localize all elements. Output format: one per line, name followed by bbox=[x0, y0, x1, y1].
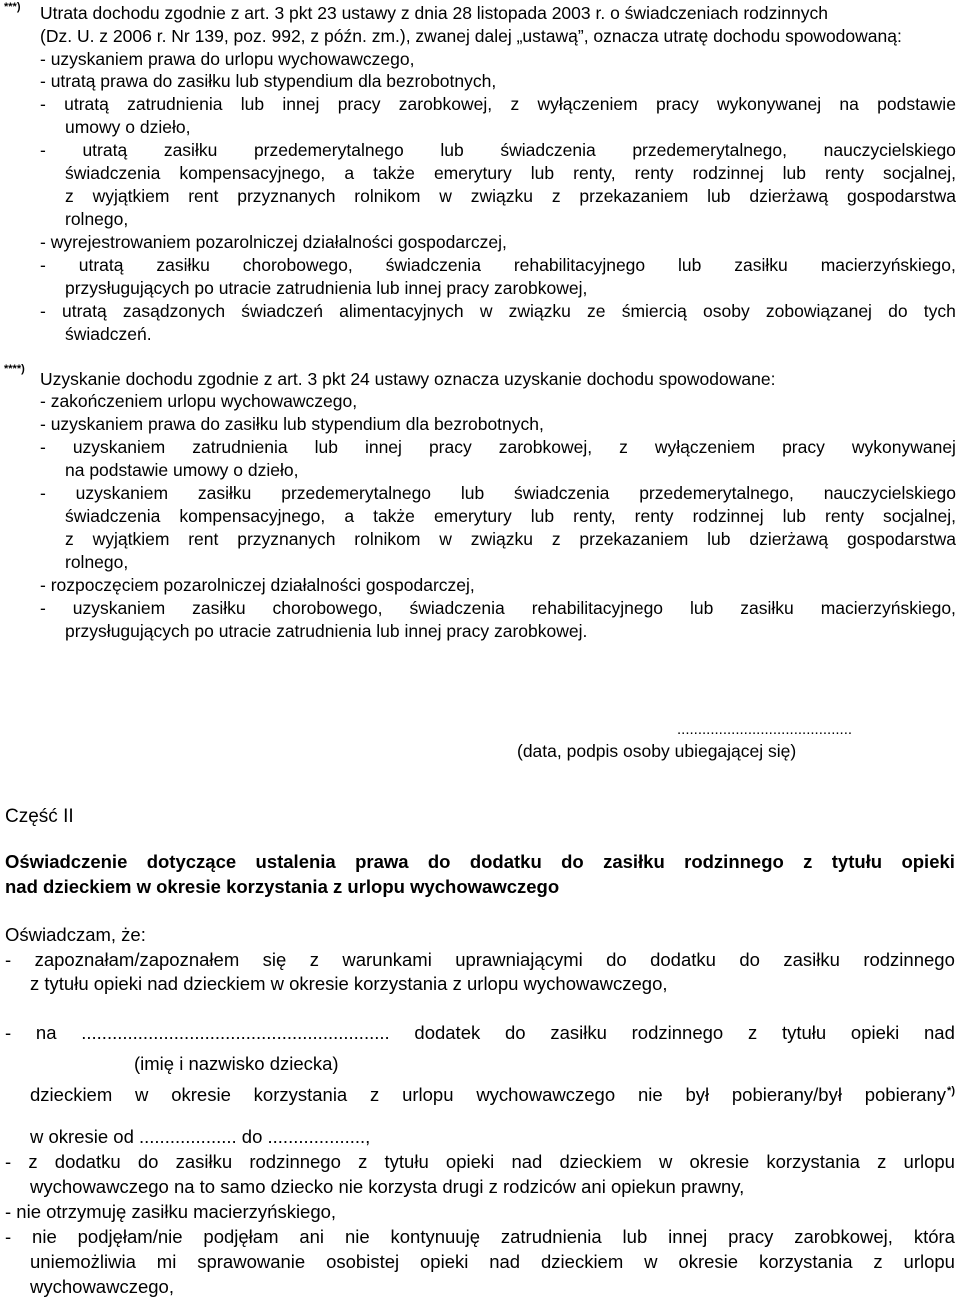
word: świadczenia bbox=[65, 506, 161, 526]
word: do bbox=[505, 1022, 526, 1043]
word: renty, bbox=[573, 163, 616, 183]
word: przekazaniem bbox=[579, 529, 689, 549]
word: z bbox=[309, 949, 319, 970]
word: Oświadczenie bbox=[5, 851, 128, 872]
word: świadczenia bbox=[500, 140, 596, 160]
word: przekazaniem bbox=[579, 186, 689, 206]
word: okresie bbox=[689, 1151, 750, 1172]
word: do bbox=[137, 1151, 159, 1172]
word: pracy bbox=[728, 1226, 774, 1247]
word: lub bbox=[240, 94, 265, 114]
footnote-4-line bbox=[40, 439, 956, 457]
footnote-4-line bbox=[40, 485, 956, 503]
word: z bbox=[65, 529, 74, 549]
word: tytułu bbox=[384, 1151, 429, 1172]
word: zasiłku bbox=[550, 1022, 607, 1043]
word: zarobkowej, bbox=[398, 94, 493, 114]
word: uzyskaniem bbox=[72, 598, 166, 618]
word: dzieckiem bbox=[559, 1151, 642, 1172]
word: korzystania bbox=[758, 1251, 853, 1272]
footnote-mark-3: ***) bbox=[4, 1, 21, 13]
signature-caption: (data, podpis osoby ubiegającej się) bbox=[517, 741, 797, 761]
word: świadczenia bbox=[409, 598, 505, 618]
word: do bbox=[427, 851, 451, 872]
word: podjęłam/nie bbox=[77, 1226, 183, 1247]
word: urlopu bbox=[903, 1151, 955, 1172]
word: nauczycielskiego bbox=[823, 140, 956, 160]
footnote-3-line: - wyrejestrowaniem pozarolniczej działalności gospodarczej, bbox=[40, 232, 507, 252]
footnote-3-line bbox=[40, 257, 956, 275]
footnote-4-line bbox=[40, 600, 956, 618]
word: zasiłku bbox=[175, 1151, 233, 1172]
word: dzierżawą bbox=[749, 529, 829, 549]
word: utratą bbox=[62, 301, 107, 321]
word: kompensacyjnego, bbox=[179, 506, 326, 526]
word: uzyskaniem bbox=[72, 437, 166, 457]
word: rolnikom bbox=[354, 529, 421, 549]
footnote-4-line: przysługujących po utracie zatrudnienia lub innej pracy zarobkowej. bbox=[65, 621, 588, 641]
word: nad bbox=[511, 1151, 543, 1172]
word: - bbox=[5, 949, 12, 970]
word: prawa bbox=[355, 851, 409, 872]
word: z bbox=[358, 1151, 368, 1172]
word: zarobkowej, bbox=[498, 437, 593, 457]
word: rehabilitacyjnego bbox=[531, 598, 664, 618]
word: macierzyńskiego, bbox=[820, 598, 956, 618]
word: korzystania bbox=[253, 1084, 348, 1105]
word: świadczenia bbox=[65, 163, 161, 183]
word: zobowiązanej bbox=[765, 301, 872, 321]
word: nie bbox=[344, 1226, 370, 1247]
word: w bbox=[439, 529, 452, 549]
word: innej bbox=[668, 1226, 708, 1247]
word: uprawniającymi bbox=[455, 949, 583, 970]
word: - bbox=[40, 483, 46, 503]
statement-line bbox=[30, 1086, 955, 1105]
word: sprawowanie bbox=[197, 1251, 306, 1272]
word: nie bbox=[32, 1226, 57, 1247]
word: dodatku bbox=[54, 1151, 121, 1172]
footnote-4-line: - uzyskaniem prawa do zasiłku lub stypendium dla bezrobotnych, bbox=[40, 414, 544, 434]
footnote-4-line: - rozpoczęciem pozarolniczej działalności gospodarczej, bbox=[40, 575, 475, 595]
word: z bbox=[877, 1151, 887, 1172]
word: do bbox=[739, 949, 760, 970]
word: dotyczące bbox=[146, 851, 237, 872]
word: związku bbox=[508, 301, 571, 321]
word: na bbox=[839, 94, 859, 114]
word: z bbox=[370, 1084, 380, 1105]
word: zasiłku bbox=[156, 255, 210, 275]
word: ustalenia bbox=[255, 851, 336, 872]
word: w bbox=[658, 1151, 673, 1172]
footnote-3-line: rolnego, bbox=[65, 209, 129, 229]
word: lub bbox=[689, 598, 714, 618]
footnote-3-line: umowy o dzieło, bbox=[65, 117, 191, 137]
word: przedemerytalnego bbox=[253, 140, 404, 160]
word: także bbox=[373, 163, 415, 183]
footnote-mark-4: ****) bbox=[4, 363, 25, 375]
word: związku bbox=[470, 529, 533, 549]
word: gospodarstwa bbox=[846, 529, 956, 549]
word: ze bbox=[587, 301, 606, 321]
word: rodzinnego bbox=[863, 949, 955, 970]
word: pracy bbox=[428, 437, 472, 457]
word: rodzinnego bbox=[249, 1151, 341, 1172]
word: z bbox=[65, 186, 74, 206]
word: świadczenia bbox=[385, 255, 481, 275]
word: wyłączeniem bbox=[654, 437, 756, 457]
word: - bbox=[40, 598, 46, 618]
section-heading: Część II bbox=[5, 806, 74, 827]
footnote-3-line bbox=[40, 142, 956, 160]
word: opieki bbox=[420, 1251, 469, 1272]
footnote-4-line: na podstawie umowy o dzieło, bbox=[65, 460, 299, 480]
word: przedemerytalnego, bbox=[632, 140, 787, 160]
word: wyjątkiem bbox=[92, 529, 170, 549]
statement-line: z tytułu opieki nad dzieckiem w okresie korzystania z urlopu wychowawczego, bbox=[30, 973, 668, 994]
word: świadczenia bbox=[514, 483, 610, 503]
word: także bbox=[373, 506, 415, 526]
word: - bbox=[40, 140, 46, 160]
footnote-3-line bbox=[40, 303, 956, 321]
word: dzieckiem bbox=[541, 1251, 624, 1272]
word: lub bbox=[678, 255, 702, 275]
word: chorobowego, bbox=[272, 598, 383, 618]
word: lub bbox=[622, 1226, 648, 1247]
word: zatrudnienia bbox=[500, 1226, 602, 1247]
word: macierzyńskiego, bbox=[820, 255, 956, 275]
word: kompensacyjnego, bbox=[179, 163, 326, 183]
statement-line: wychowawczego na to samo dziecko nie korzysta drugi z rodziców ani opiekun prawny, bbox=[30, 1176, 745, 1197]
word: zatrudnienia bbox=[192, 437, 288, 457]
word: był bbox=[685, 1084, 710, 1105]
word: urlopu bbox=[402, 1084, 454, 1105]
word: do bbox=[888, 301, 908, 321]
word: przedemerytalnego bbox=[281, 483, 432, 503]
word: pobierany/był bbox=[731, 1084, 842, 1105]
word: zasiłku bbox=[603, 851, 665, 872]
word: renty bbox=[825, 163, 864, 183]
word: nauczycielskiego bbox=[823, 483, 956, 503]
word: renty bbox=[634, 163, 674, 183]
word: przyznanych bbox=[237, 529, 336, 549]
word: emerytury bbox=[433, 163, 512, 183]
word: rent bbox=[188, 186, 219, 206]
word: a bbox=[344, 506, 355, 526]
word: renty bbox=[825, 506, 864, 526]
word: zasiłku bbox=[197, 483, 252, 503]
word: z bbox=[510, 94, 520, 114]
word: dzierżawą bbox=[749, 186, 829, 206]
child-name-caption: (imię i nazwisko dziecka) bbox=[134, 1053, 339, 1074]
word: - bbox=[5, 1151, 12, 1172]
word: socjalnej, bbox=[882, 506, 956, 526]
word: zarobkowej, bbox=[794, 1226, 893, 1247]
word: nad bbox=[924, 1022, 955, 1043]
footnote-4-line: Uzyskanie dochodu zgodnie z art. 3 pkt 24 ustawy oznacza uzyskanie dochodu spowodowane: bbox=[40, 369, 776, 389]
word: zapoznałam/zapoznałem bbox=[34, 949, 240, 970]
word: uzyskaniem bbox=[75, 483, 169, 503]
word: z bbox=[873, 1251, 883, 1272]
footnote-3-line: - uzyskaniem prawa do urlopu wychowawczego, bbox=[40, 49, 415, 69]
word: lub bbox=[460, 483, 485, 503]
word: tytułu bbox=[831, 851, 883, 872]
statement-line: w okresie od ................... do ..................., bbox=[30, 1126, 371, 1147]
word: zasiłku bbox=[783, 949, 840, 970]
word: się bbox=[262, 949, 287, 970]
word: z bbox=[747, 1022, 758, 1043]
word: zasądzonych bbox=[122, 301, 226, 321]
word: - bbox=[5, 1226, 12, 1247]
word: przyznanych bbox=[237, 186, 336, 206]
word: pracy bbox=[655, 94, 699, 114]
footnote-ref-mark: *) bbox=[947, 1085, 955, 1097]
word: lub bbox=[530, 506, 555, 526]
word: lub bbox=[707, 186, 731, 206]
word: osoby bbox=[703, 301, 750, 321]
statement-line: - nie otrzymuję zasiłku macierzyńskiego, bbox=[5, 1201, 337, 1222]
word: lub bbox=[314, 437, 338, 457]
word: - bbox=[40, 255, 46, 275]
word: rent bbox=[188, 529, 219, 549]
word: z bbox=[619, 437, 628, 457]
word: związku bbox=[470, 186, 533, 206]
word: w bbox=[135, 1084, 149, 1105]
word: ............................................................ bbox=[81, 1022, 390, 1043]
word: nad bbox=[489, 1251, 521, 1272]
word: - bbox=[40, 94, 46, 114]
word: dodatku bbox=[469, 851, 542, 872]
word: rehabilitacyjnego bbox=[513, 255, 646, 275]
word: rodzinnej bbox=[692, 506, 764, 526]
word: wychowawczego bbox=[476, 1084, 616, 1105]
word: uniemożliwia bbox=[30, 1251, 136, 1272]
word: dodatku bbox=[650, 949, 716, 970]
word: alimentacyjnych bbox=[339, 301, 464, 321]
statement-line bbox=[30, 1253, 955, 1272]
word: rodzinnego bbox=[631, 1022, 724, 1043]
footnote-4-line bbox=[65, 508, 956, 526]
word: rolnikom bbox=[354, 186, 421, 206]
word: śmiercią bbox=[621, 301, 687, 321]
word: zasiłku bbox=[734, 255, 788, 275]
section-title-line bbox=[5, 853, 955, 872]
section-title-line: nad dzieckiem w okresie korzystania z urlopu wychowawczego bbox=[5, 876, 560, 897]
footnote-4-line: rolnego, bbox=[65, 552, 129, 572]
word: lub bbox=[707, 529, 731, 549]
word: renty, bbox=[573, 506, 616, 526]
word: z bbox=[803, 851, 813, 872]
statement-line bbox=[5, 951, 955, 970]
word: utratą bbox=[78, 255, 124, 275]
statement-line bbox=[5, 1153, 955, 1172]
word: z bbox=[28, 1151, 38, 1172]
statement-line: wychowawczego, bbox=[30, 1276, 174, 1297]
word: w bbox=[479, 301, 493, 321]
word: nie bbox=[637, 1084, 663, 1105]
word: - bbox=[5, 1022, 12, 1043]
word: wyjątkiem bbox=[92, 186, 170, 206]
word: kontynuuję bbox=[390, 1226, 480, 1247]
word: podjęłam bbox=[203, 1226, 279, 1247]
word: na bbox=[35, 1022, 57, 1043]
word: urlopu bbox=[903, 1251, 955, 1272]
statement-line-text bbox=[30, 1086, 946, 1105]
word: osobistej bbox=[326, 1251, 400, 1272]
word: lub bbox=[782, 163, 807, 183]
word: pobierany bbox=[864, 1084, 946, 1105]
word: opieki bbox=[901, 851, 955, 872]
word: podstawie bbox=[877, 94, 956, 114]
word: dzieckiem bbox=[30, 1084, 113, 1105]
word: dodatek bbox=[414, 1022, 481, 1043]
word: zasiłku bbox=[192, 598, 246, 618]
word: okresie bbox=[171, 1084, 231, 1105]
word: wyłączeniem bbox=[537, 94, 638, 114]
word: warunkami bbox=[342, 949, 432, 970]
word: opieki bbox=[445, 1151, 495, 1172]
statement-line bbox=[5, 1228, 955, 1247]
word: lub bbox=[530, 163, 555, 183]
word: gospodarstwa bbox=[846, 186, 956, 206]
footnote-3-line: świadczeń. bbox=[65, 324, 152, 344]
word: renty bbox=[634, 506, 674, 526]
word: - bbox=[40, 437, 46, 457]
word: która bbox=[913, 1226, 955, 1247]
word: lub bbox=[782, 506, 807, 526]
word: pracy bbox=[782, 437, 825, 457]
word: rodzinnej bbox=[692, 163, 764, 183]
word: wykonywanej bbox=[851, 437, 956, 457]
signature-line: .......................................... bbox=[677, 721, 853, 738]
word: w bbox=[439, 186, 452, 206]
word: emerytury bbox=[433, 506, 512, 526]
footnote-3-line bbox=[40, 96, 956, 114]
footnote-3-line bbox=[65, 165, 956, 183]
word: korzystania bbox=[766, 1151, 860, 1172]
word: okresie bbox=[678, 1251, 739, 1272]
footnote-3-line: przysługujących po utracie zatrudnienia lub innej pracy zarobkowej, bbox=[65, 278, 588, 298]
word: wykonywanej bbox=[717, 94, 822, 114]
word: świadczeń bbox=[241, 301, 323, 321]
word: zatrudnienia bbox=[127, 94, 223, 114]
footnote-3-line: - utratą prawa do zasiłku lub stypendium dla bezrobotnych, bbox=[40, 71, 497, 91]
footnote-4-line: - zakończeniem urlopu wychowawczego, bbox=[40, 391, 358, 411]
word: utratą bbox=[64, 94, 109, 114]
word: - bbox=[40, 301, 46, 321]
word: utratą bbox=[82, 140, 128, 160]
word: z bbox=[551, 529, 561, 549]
word: rodzinnego bbox=[684, 851, 784, 872]
word: mi bbox=[156, 1251, 177, 1272]
word: innej bbox=[282, 94, 320, 114]
word: zasiłku bbox=[163, 140, 218, 160]
word: chorobowego, bbox=[242, 255, 353, 275]
footnote-3-line: (Dz. U. z 2006 r. Nr 139, poz. 992, z późn. zm.), zwanej dalej „ustawą”, oznacza utratę dochodu spowodowaną: bbox=[40, 26, 902, 46]
word: innej bbox=[364, 437, 402, 457]
statement-line bbox=[5, 1024, 955, 1043]
word: zasiłku bbox=[740, 598, 794, 618]
footnote-3-line: Utrata dochodu zgodnie z art. 3 pkt 23 ustawy z dnia 28 listopada 2003 r. o świadczeniach rodzinnych bbox=[40, 3, 828, 23]
word: w bbox=[644, 1251, 658, 1272]
word: do bbox=[561, 851, 584, 872]
footnote-4-line bbox=[65, 531, 956, 549]
word: z bbox=[551, 186, 561, 206]
word: do bbox=[606, 949, 627, 970]
word: tytułu bbox=[781, 1022, 827, 1043]
word: lub bbox=[440, 140, 464, 160]
footnote-3-line bbox=[65, 188, 956, 206]
statement-intro: Oświadczam, że: bbox=[5, 924, 146, 945]
word: a bbox=[344, 163, 355, 183]
word: opieki bbox=[850, 1022, 900, 1043]
word: przedemerytalnego, bbox=[639, 483, 794, 503]
word: pracy bbox=[337, 94, 381, 114]
word: socjalnej, bbox=[882, 163, 956, 183]
word: ani bbox=[299, 1226, 325, 1247]
word: tych bbox=[923, 301, 956, 321]
